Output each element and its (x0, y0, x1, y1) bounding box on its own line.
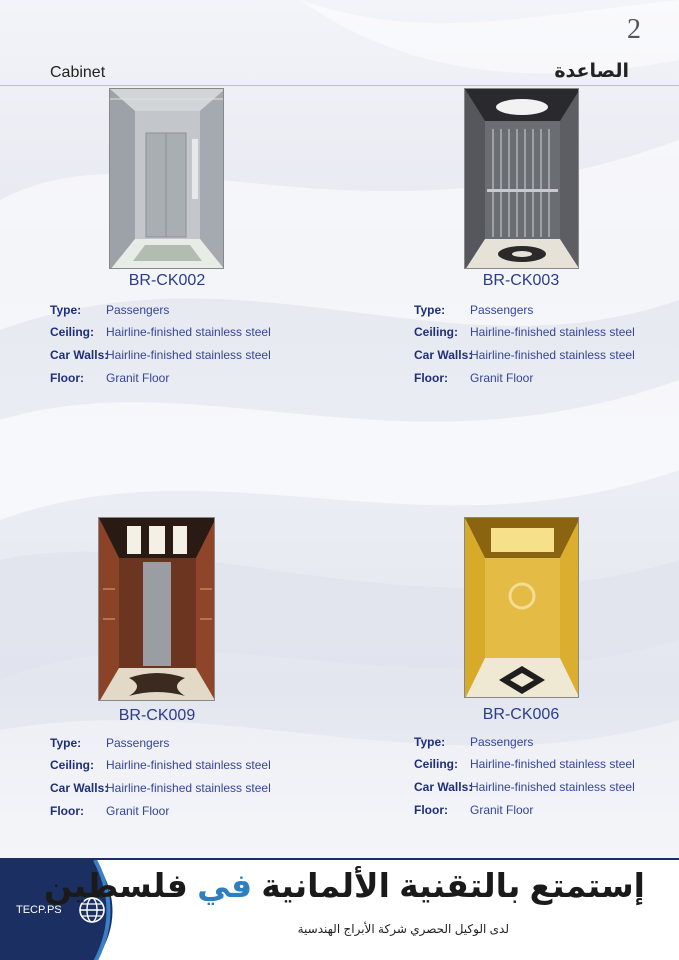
spec-value: Passengers (106, 303, 170, 317)
spec-label: Type: (414, 735, 446, 749)
page-number: 2 (627, 14, 641, 45)
spec-value: Hairline-finished stainless steel (106, 758, 271, 772)
spec-label: Ceiling: (414, 757, 458, 771)
spec-label: Car Walls: (414, 780, 473, 794)
spec-value: Hairline-finished stainless steel (106, 325, 271, 339)
spec-label: Ceiling: (50, 758, 94, 772)
spec-label: Car Walls: (50, 781, 109, 795)
product-code: BR-CK006 (482, 706, 560, 723)
spec-value: Granit Floor (470, 803, 534, 817)
spec-label: Floor: (414, 371, 448, 385)
spec-value: Hairline-finished stainless steel (106, 781, 271, 795)
spec-label: Ceiling: (414, 325, 458, 339)
spec-label: Ceiling: (50, 325, 94, 339)
spec-label: Floor: (414, 803, 448, 817)
header-divider (0, 85, 679, 86)
footer-headline (44, 866, 645, 905)
spec-value: Passengers (470, 303, 534, 317)
website-link[interactable]: TECP.PS (16, 904, 62, 916)
product-code: BR-CK002 (128, 272, 206, 289)
spec-label: Floor: (50, 371, 84, 385)
headline-accent: في (197, 867, 253, 904)
product-code: BR-CK003 (482, 272, 560, 289)
spec-label: Type: (50, 736, 82, 750)
section-title-en: Cabinet (50, 64, 106, 81)
spec-value: Hairline-finished stainless steel (470, 325, 635, 339)
product-code: BR-CK009 (118, 707, 196, 724)
section-title-ar: الصاعدة (554, 61, 629, 82)
cabinet-photo-ck006 (464, 517, 579, 698)
cabinet-photo-ck009 (98, 517, 215, 701)
spec-value: Hairline-finished stainless steel (470, 348, 635, 362)
spec-value: Hairline-finished stainless steel (470, 757, 635, 771)
cabinet-photo-ck002 (109, 88, 224, 269)
footer-banner (0, 858, 679, 960)
spec-value: Granit Floor (470, 371, 534, 385)
spec-label: Car Walls: (414, 348, 473, 362)
spec-label: Type: (414, 303, 446, 317)
footer-subline: لدى الوكيل الحصري شركة الأبراج الهندسية (297, 922, 509, 936)
spec-value: Granit Floor (106, 804, 170, 818)
cabinet-photo-ck003 (464, 88, 579, 269)
spec-value: Passengers (106, 736, 170, 750)
spec-label: Type: (50, 303, 82, 317)
spec-value: Passengers (470, 735, 534, 749)
spec-value: Hairline-finished stainless steel (106, 348, 271, 362)
spec-label: Floor: (50, 804, 84, 818)
headline-part1: إستمتع بالتقنية الألمانية (261, 867, 645, 904)
spec-label: Car Walls: (50, 348, 109, 362)
headline-part2: فلسطين (43, 867, 188, 904)
spec-value: Granit Floor (106, 371, 170, 385)
spec-value: Hairline-finished stainless steel (470, 780, 635, 794)
